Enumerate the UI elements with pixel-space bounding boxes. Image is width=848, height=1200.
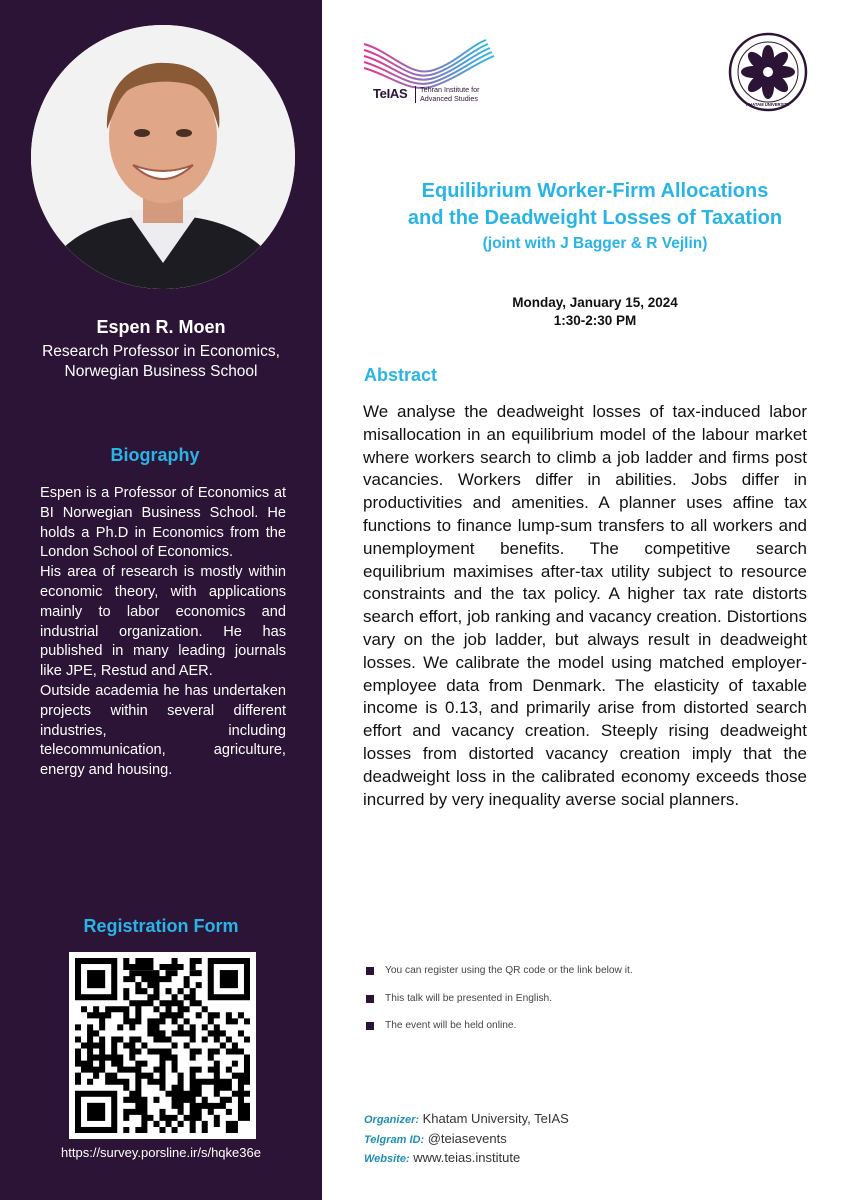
note-text: You can register using the QR code or the link below it. xyxy=(385,965,633,976)
note-text: This talk will be presented in English. xyxy=(385,992,553,1004)
registration-qr-code[interactable] xyxy=(69,952,256,1139)
website-link[interactable]: www.teias.institute xyxy=(413,1150,521,1165)
talk-time: 1:30-2:30 PM xyxy=(553,313,637,328)
speaker-name: Espen R. Moen xyxy=(96,317,226,337)
khatam-university-seal-icon xyxy=(728,32,808,112)
talk-coauthors: (joint with J Bagger & R Vejlin) xyxy=(482,235,708,252)
talk-title xyxy=(342,178,848,232)
teias-wordmark: TeIAS xyxy=(373,86,408,101)
speaker-role xyxy=(0,342,322,382)
speaker-photo xyxy=(31,25,295,289)
speaker-role-line: Research Professor in Economics, xyxy=(42,343,280,360)
abstract-text: We analyse the deadweight losses of tax-induced labor misallocation in an equilibrium model of the labour market where workers search to climb a job ladder and firms post vacancies. Workers differ in abilities. Jobs differ in productivities and amenities. A planner uses affine tax functions to finance lump-sum transfers to all workers and unemployment benefits. The competitive search equilibrium maximises after-tax utility subject to resource constraints and the tax policy. A higher tax rate distorts search effort, job ranking and vacancy creation. Distortions vary on the job ladder, but always result in deadweight losses. We calibrate the model using matched employer-employee data from Denmark. The elasticity of taxable income is 0.13, and primarily arise from distorted search effort and vacancy creation. Steeply rising deadweight losses from distorted vacancy creation imply that the deadweight loss in the calibrated economy exceeds those incurred by very inequality averse social planners. xyxy=(363,402,807,809)
organizer-label: Organizer: xyxy=(364,1114,420,1126)
organizer-row xyxy=(364,1110,569,1130)
teias-subtitle-line: Tehran Institute for xyxy=(420,85,480,94)
teias-subtitle xyxy=(415,86,510,103)
talk-datetime xyxy=(342,294,848,330)
website-label: Website: xyxy=(364,1153,410,1165)
telegram-row xyxy=(364,1130,569,1150)
bullet-square-icon xyxy=(366,967,374,975)
list-item xyxy=(366,1019,806,1047)
website-row xyxy=(364,1149,569,1169)
footer-info xyxy=(364,1110,569,1169)
speaker-affiliation-line: Norwegian Business School xyxy=(64,363,258,380)
talk-title-line: Equilibrium Worker-Firm Allocations xyxy=(421,180,769,202)
abstract-heading: Abstract xyxy=(364,365,438,385)
biography-paragraph: His area of research is mostly within economic theory, with applications mainly to labor economics and industrial organization. He has published in many leading journals like JPE, Restud and AER. xyxy=(40,564,286,680)
bullet-square-icon xyxy=(366,995,374,1003)
teias-subtitle-line: Advanced Studies xyxy=(420,93,478,103)
list-item xyxy=(366,992,806,1020)
telegram-label: Telgram ID: xyxy=(364,1133,425,1146)
list-item xyxy=(366,964,806,992)
biography-paragraph: Outside academia he has undertaken projects within several different industries, including telecommunication, agriculture, energy and housing. xyxy=(40,682,286,779)
registration-heading: Registration Form xyxy=(83,916,239,936)
telegram-value[interactable]: @teiasevents xyxy=(427,1130,507,1146)
talk-title-line: and the Deadweight Losses of Taxation xyxy=(407,207,783,229)
biography-paragraph: Espen is a Professor of Economics at BI Norwegian Business School. He holds a Ph.D in Economics from the London School of Economics. xyxy=(40,485,286,561)
khatam-seal-text: KHATAM UNIVERSITY xyxy=(746,102,790,107)
qr-code-graphic xyxy=(69,952,256,1139)
note-text: The event will be held online. xyxy=(385,1020,517,1031)
biography-text xyxy=(40,484,286,781)
speaker-sidebar xyxy=(0,0,322,1200)
event-notes-list xyxy=(366,964,806,1047)
talk-date: Monday, January 15, 2024 xyxy=(512,295,678,310)
speaker-portrait-illustration xyxy=(31,25,295,289)
organizer-value: Khatam University, TeIAS xyxy=(422,1111,569,1126)
bullet-square-icon xyxy=(366,1022,374,1030)
registration-link[interactable]: https://survey.porsline.ir/s/hqke36e xyxy=(61,1145,261,1160)
biography-heading: Biography xyxy=(110,445,200,465)
